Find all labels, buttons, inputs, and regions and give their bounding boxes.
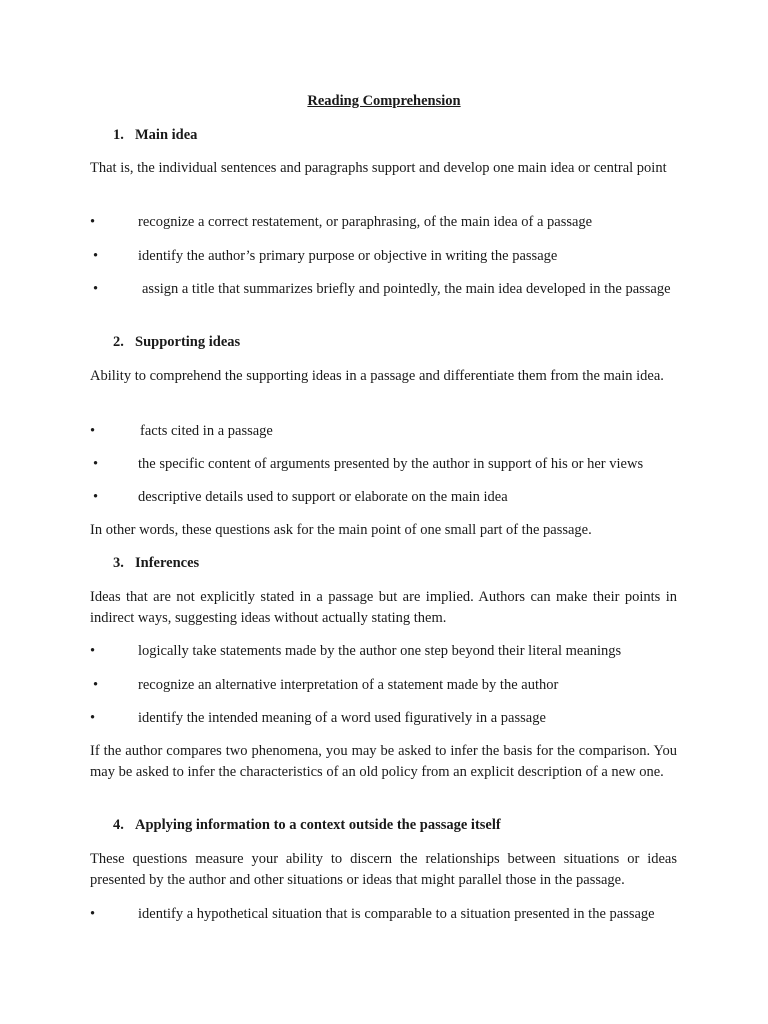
bullet-icon: •	[93, 456, 99, 472]
section-heading-inferences	[113, 555, 199, 572]
list-item-text: logically take statements made by the author one step beyond their literal meanings	[138, 643, 622, 659]
bullet-icon: •	[90, 214, 96, 230]
list-item-text: identify the author’s primary purpose or objective in writing the passage	[138, 248, 558, 264]
list-item	[90, 246, 677, 267]
section-heading-main-idea	[113, 127, 197, 144]
list-item	[90, 454, 677, 475]
document-title: Reading Comprehension	[307, 93, 461, 109]
section-number: 2.	[113, 334, 124, 350]
list-item	[90, 212, 677, 233]
list-item-text: descriptive details used to support or elaborate on the main idea	[138, 489, 508, 505]
section-title: Supporting ideas	[135, 334, 241, 350]
bullet-icon: •	[90, 710, 96, 726]
section-intro: Ability to comprehend the supporting ideas in a passage and differentiate them from the main idea.	[90, 368, 664, 384]
list-item	[90, 279, 677, 300]
section-outro: If the author compares two phenomena, you may be asked to infer the basis for the comparison. You may be asked to infer the characteristics of an old policy from an explicit description of a new one.	[90, 743, 677, 780]
list-item-text: recognize an alternative interpretation of a statement made by the author	[138, 677, 559, 693]
bullet-icon: •	[90, 643, 96, 659]
section-title: Inferences	[135, 555, 200, 571]
list-item	[90, 675, 677, 696]
section-intro: That is, the individual sentences and paragraphs support and develop one main idea or central point	[90, 160, 667, 176]
bullet-icon: •	[93, 281, 99, 297]
list-item	[90, 641, 677, 662]
section-outro: In other words, these questions ask for the main point of one small part of the passage.	[90, 522, 592, 538]
section-number: 1.	[113, 127, 124, 143]
section-title: Applying information to a context outside the passage itself	[135, 817, 501, 833]
bullet-icon: •	[93, 677, 99, 693]
section-intro: These questions measure your ability to discern the relationships between situations or ideas presented by the author and other situations or ideas that might parallel those in the passage.	[90, 851, 677, 888]
bullet-icon: •	[93, 489, 99, 505]
section-heading-applying-information	[113, 817, 501, 834]
bullet-icon: •	[93, 248, 99, 264]
section-number: 4.	[113, 817, 124, 833]
list-item-text: facts cited in a passage	[140, 423, 273, 439]
list-item-text: the specific content of arguments presented by the author in support of his or her views	[138, 456, 644, 472]
section-title: Main idea	[135, 127, 198, 143]
section-number: 3.	[113, 555, 124, 571]
bullet-icon: •	[90, 423, 96, 439]
list-item-text: identify a hypothetical situation that is comparable to a situation presented in the passage	[138, 906, 655, 922]
list-item-text: identify the intended meaning of a word used figuratively in a passage	[138, 710, 546, 726]
list-item	[90, 708, 677, 729]
list-item-text: assign a title that summarizes briefly and pointedly, the main idea developed in the passage	[142, 281, 671, 297]
list-item	[90, 904, 677, 925]
section-intro: Ideas that are not explicitly stated in a passage but are implied. Authors can make their points in indirect ways, suggesting ideas without actually stating them.	[90, 589, 677, 626]
list-item	[90, 421, 677, 442]
section-heading-supporting-ideas	[113, 334, 240, 351]
list-item	[90, 487, 677, 508]
list-item-text: recognize a correct restatement, or paraphrasing, of the main idea of a passage	[138, 214, 593, 230]
bullet-icon: •	[90, 906, 96, 922]
